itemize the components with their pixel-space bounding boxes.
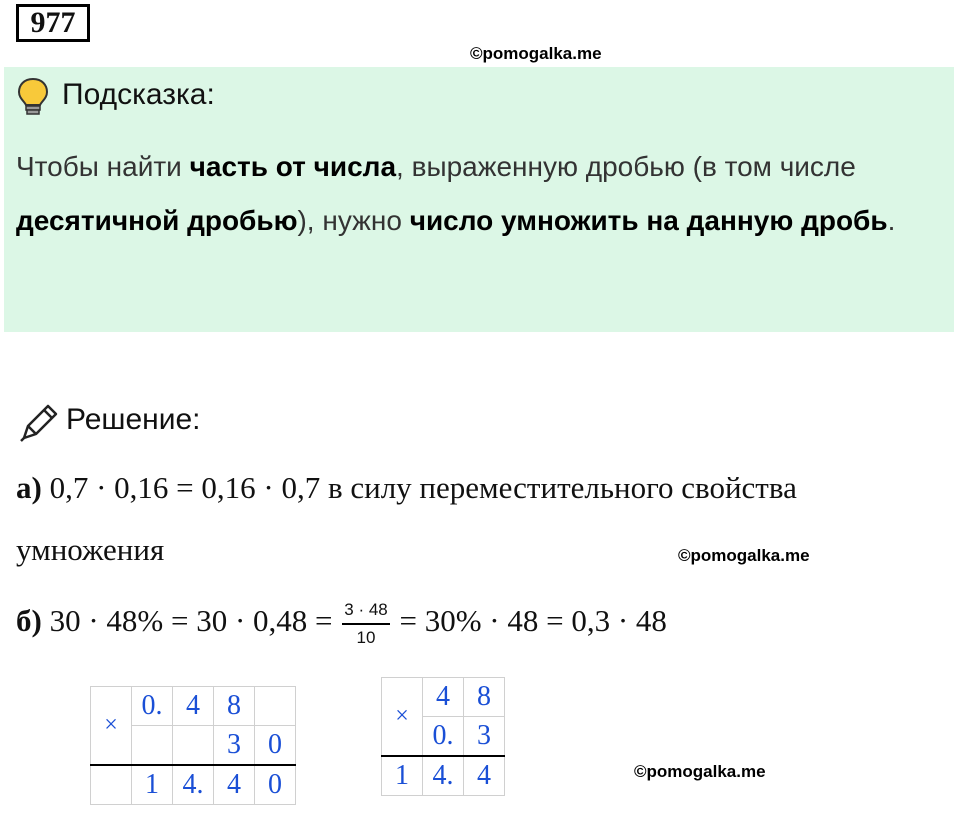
digit-cell: 4 <box>423 678 464 717</box>
problem-number: 977 <box>16 4 90 42</box>
watermark: ©pomogalka.me <box>470 44 602 63</box>
digit-cell: 4 <box>214 765 255 805</box>
digit-cell: 0 <box>255 765 296 805</box>
watermark: ©pomogalka.me <box>634 762 766 781</box>
fraction: $\frac{3 \cdot 48}{10}$ <box>344 599 388 647</box>
solution-title: Решение: <box>66 403 201 436</box>
multiplication-column-2 <box>381 677 505 796</box>
digit-cell <box>173 726 214 766</box>
multiplication-column-1 <box>90 686 296 805</box>
digit-cell: 4 <box>173 687 214 726</box>
pencil-icon <box>16 400 62 451</box>
digit-cell: 4. <box>423 756 464 796</box>
lightbulb-icon <box>16 76 50 121</box>
solution-b: б) 30 · 48% = 30 · 0,48 = $\frac{3 \cdot 48}{10}$ = 30% · 48 = 0,3 · 48 <box>16 599 667 647</box>
digit-cell <box>255 687 296 726</box>
digit-cell: 8 <box>464 678 505 717</box>
watermark: ©pomogalka.me <box>678 546 810 565</box>
multiply-sign: × <box>91 687 132 766</box>
digit-cell: 1 <box>132 765 173 805</box>
digit-cell: 3 <box>214 726 255 766</box>
digit-cell: 1 <box>382 756 423 796</box>
hint-text: Чтобы найти часть от числа, выраженную дробью (в том числе десятичной дробью), нужно число умножить на данную дробь. <box>16 151 896 236</box>
digit-cell: 8 <box>214 687 255 726</box>
digit-cell: 4 <box>464 756 505 796</box>
digit-cell: 4. <box>173 765 214 805</box>
solution-a: а) 0,7 · 0,16 = 0,16 · 0,7 в силу переместительного свойства <box>16 470 797 505</box>
digit-cell <box>91 765 132 805</box>
digit-cell: 3 <box>464 717 505 757</box>
digit-cell <box>132 726 173 766</box>
hint-title: Подсказка: <box>62 78 215 111</box>
digit-cell: 0 <box>255 726 296 766</box>
digit-cell: 0. <box>132 687 173 726</box>
digit-cell: 0. <box>423 717 464 757</box>
solution-a-continuation: умножения <box>16 532 165 567</box>
multiply-sign: × <box>382 678 423 757</box>
